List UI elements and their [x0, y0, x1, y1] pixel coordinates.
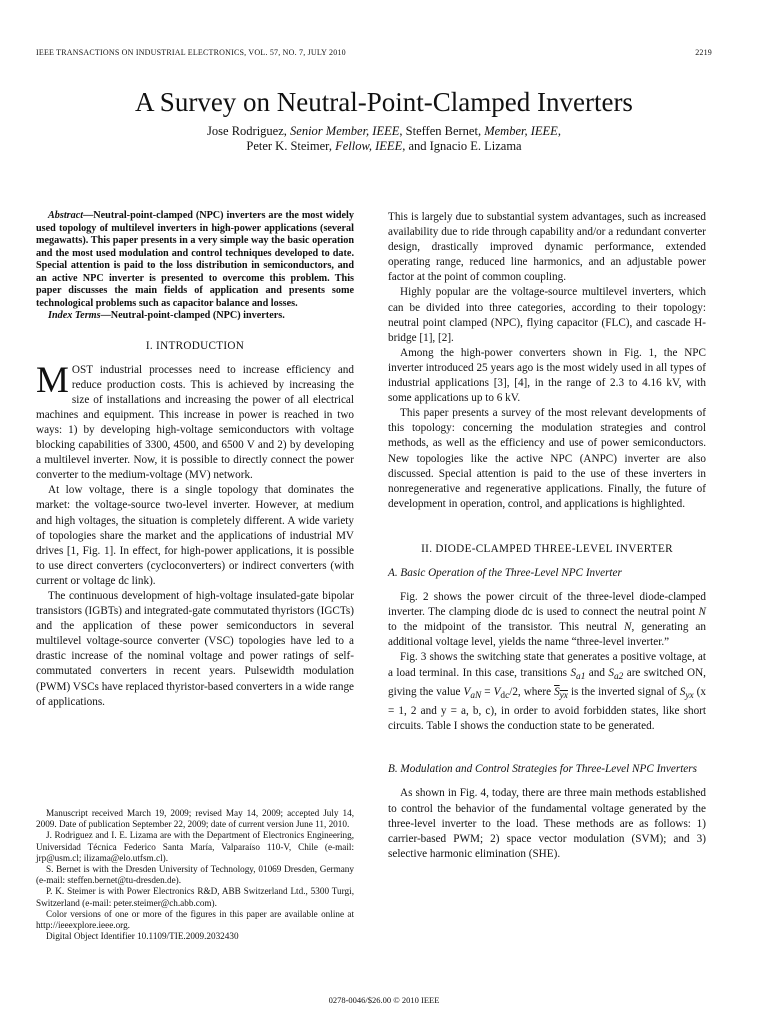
- subsection-heading-basic-operation: A. Basic Operation of the Three-Level NPC Inverter: [388, 566, 622, 579]
- subsection-heading-modulation: B. Modulation and Control Strategies for Three-Level NPC Inverters: [388, 763, 697, 776]
- paragraph: MOST industrial processes need to increase efficiency and reduce production costs. This is achieved by increasing the size of installations and increasing the power of all electrical machines and equipment. This increase in power is reached in two ways: 1) by developing high-voltage semiconductors with voltage blocking capabilities of 3300, 4500, and 6500 V and 2) by developing a multilevel inverter. Now, it is possible to directly connect the power converter to the medium-voltage (MV) network.: [36, 359, 354, 482]
- paragraph: At low voltage, there is a single topology that dominates the market: the voltage-source two-level inverter. However, at medium and high voltages, the situation is completely different. A wide variety of topologies share the market and the applications of industrial MV drives [1, Fig. 1]. In effect, for high-power applications, it is possible to use direct converters (cycloconverters) or indirect converters (with current or voltage dc link).: [36, 484, 354, 587]
- section-heading-diode-clamped: II. DIODE-CLAMPED THREE-LEVEL INVERTER: [421, 542, 673, 555]
- paragraph: The continuous development of high-voltage insulated-gate bipolar transistors (IGBTs) and integrated-gate commutated thyristors (IGCTs) and the application of these power semiconductors in several multilevel voltage-source converter (VSC) topologies have led to a drastic increase of the nominal voltage and power ratings of self-commutated converters in recent years. Pulsewidth modulation (PWM) VSCs have replaced thyristor-based converters in a wide range of applications.: [36, 590, 355, 708]
- footnotes: [36, 808, 354, 942]
- index-terms-text: —Neutral-point-clamped (NPC) inverters.: [100, 310, 285, 321]
- author-name: Jose Rodriguez,: [207, 124, 291, 138]
- author-role: Senior Member, IEEE: [290, 124, 400, 138]
- author-role: Fellow, IEEE: [335, 139, 403, 153]
- paragraph: This is largely due to substantial system advantages, such as increased availability due to ride through capability and/or a redundant converter design, drastically improved dynamic performance, extended operating range, reduced line harmonics, and an adjustable power factor at the point of common coupling.: [388, 211, 706, 284]
- paragraph: Fig. 2 shows the power circuit of the three-level diode-clamped inverter. The clamping diode dc is used to connect the neutral point N to the midpoint of the transistor. This neutral N, generating an additional voltage level, yields the name “three-level inverter.”: [388, 591, 706, 649]
- abstract-label: Abstract: [48, 210, 84, 221]
- abstract: [36, 210, 354, 310]
- journal-name: IEEE TRANSACTIONS ON INDUSTRIAL ELECTRONICS, VOL. 57, NO. 7, JULY 2010: [36, 48, 346, 57]
- left-column: [36, 210, 354, 710]
- author-separator: ,: [557, 124, 561, 138]
- section-heading-introduction: I. INTRODUCTION: [145, 339, 245, 352]
- footnote: P. K. Steimer is with Power Electronics R&D, ABB Switzerland Ltd., 5300 Turgi, Switzerland (e-mail: peter.steimer@ch.abb.com).: [36, 886, 354, 908]
- paragraph: This paper presents a survey of the most relevant developments of this topology: concerning the modulation strategies and control methods, as well as the efficiency and use of power semiconductors. New topologies like the active NPC (ANPC) inverter are also discussed. Special attention is paid to the use of these inverters in nonregenerative and regenerative applications. Finally, the future of development in operation, control, and applications is highlighted.: [388, 407, 706, 510]
- page-number: 2219: [695, 48, 712, 57]
- footnote: J. Rodriguez and I. E. Lizama are with the Department of Electronics Engineering, Universidad Técnica Federico Santa María, Valparaíso 110-V, Chile (e-mail: jrp@usm.cl; ilizama@elo.utfsm.cl).: [36, 830, 354, 863]
- right-column: [388, 210, 706, 862]
- author-name: Peter K. Steimer,: [246, 139, 336, 153]
- index-terms: [36, 310, 354, 323]
- running-header: [36, 48, 712, 57]
- paragraph: Fig. 3 shows the switching state that generates a positive voltage, at a load terminal. In this case, transitions $S_{a1}$ and $S_{a2}$ are switched ON, giving the value $V_{aN} = V_{dc}/2$, where $\overline{S}_{\overline{yx}}$ is the inverted signal of $S_{yx}$ (x = 1, 2 and y = a, b, c), in order to avoid forbidden states, like short circuits. Table I shows the conduction state to be generated.: [388, 651, 706, 733]
- footnote: Color versions of one or more of the figures in this paper are available online at http://ieeexplore.ieee.org.: [36, 908, 354, 931]
- footnote: S. Bernet is with the Dresden University of Technology, 01069 Dresden, Germany (e-mail: steffen.bernet@tu-dresden.de).: [36, 864, 354, 886]
- copyright-line: 0278-0046/$26.00 © 2010 IEEE: [328, 995, 440, 1005]
- paragraph: Among the high-power converters shown in Fig. 1, the NPC inverter introduced 25 years ago is the most widely used in all types of industrial applications [3], [4], in the range of 2.3 to 4.16 kV, with some applications up to 6 kV.: [388, 346, 706, 405]
- drop-cap: M: [36, 359, 69, 401]
- footnote: Digital Object Identifier 10.1109/TIE.2009.2032430: [46, 931, 239, 942]
- footnote: Manuscript received March 19, 2009; revised May 14, 2009; accepted July 14, 2009. Date of publication September 22, 2009; date of current version June 11, 2010.: [36, 808, 354, 830]
- author-role: Member, IEEE: [484, 124, 558, 138]
- author-name: , Steffen Bernet,: [399, 124, 485, 138]
- paragraph: Highly popular are the voltage-source multilevel inverters, which can be divided into three categories, according to their topology: neutral point clamped (NPC), flying capacitor (FLC), and cascade H-bridge [1], [2].: [388, 286, 706, 344]
- paper-title: A Survey on Neutral-Point-Clamped Inverters: [135, 87, 633, 117]
- author-name: , and Ignacio E. Lizama: [402, 139, 522, 153]
- author-list: [0, 124, 768, 154]
- index-terms-label: Index Terms: [48, 310, 101, 321]
- paragraph: As shown in Fig. 4, today, there are three main methods established to control the behavior of the fundamental voltage generated by the three-level inverter to the load. These methods are as follows: 1) carrier-based PWM; 2) space vector modulation (SVM); and 3) selective harmonic elimination (SHE).: [388, 787, 706, 860]
- abstract-text: —Neutral-point-clamped (NPC) inverters are the most widely used topology of multilevel inverters in high-power applications (several megawatts). This paper presents in a very simple way the basic operation and the most used modulation and control techniques developed to date. Special attention is paid to the loss distribution in semiconductors, and an active NPC inverter is presented to overcome this problem. This paper discusses the main fields of application and presents some technological problems such as capacitor balance and losses.: [36, 210, 354, 309]
